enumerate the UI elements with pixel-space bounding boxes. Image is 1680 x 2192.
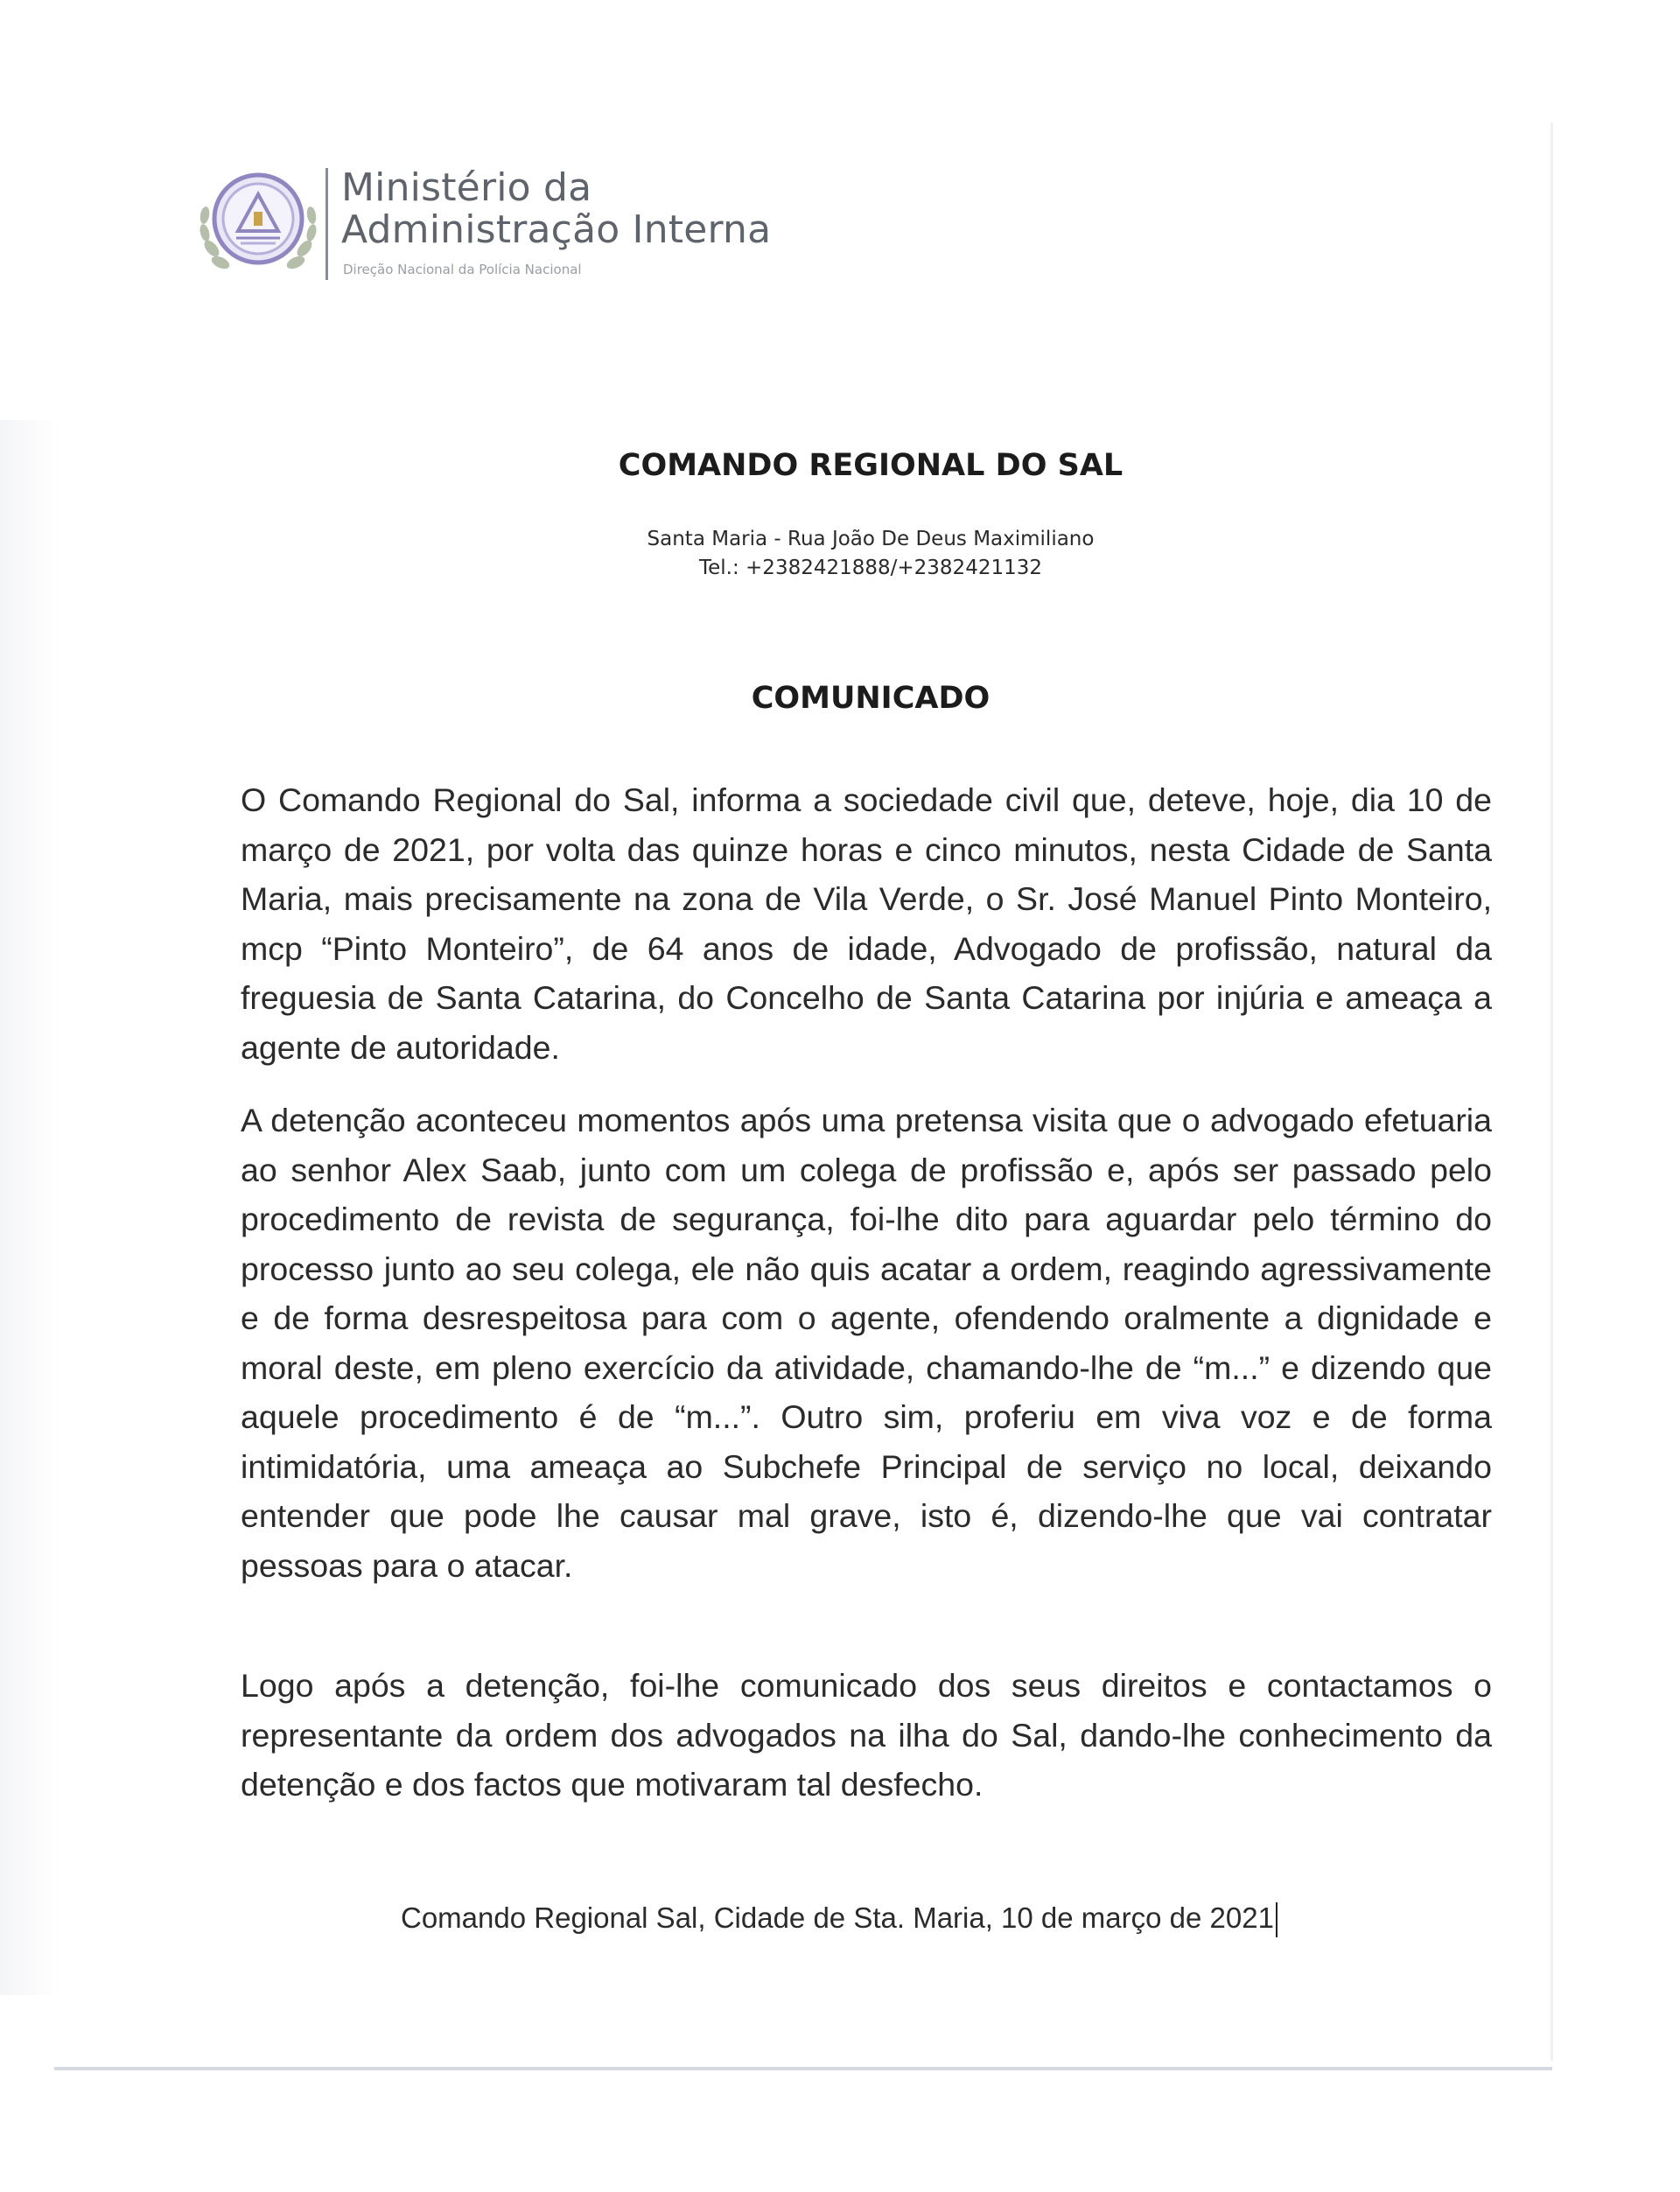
notice-title: COMUNICADO (751, 681, 990, 716)
ministry-name-line1: Ministério da (341, 165, 592, 210)
signature-text: Comando Regional Sal, Cidade de Sta. Maria, 10 de março de 2021 (401, 1901, 1274, 1934)
coat-of-arms-seal-icon (192, 168, 324, 282)
address-line: Santa Maria - Rua João De Deus Maximiliano (647, 528, 1095, 550)
body-paragraph-3: Logo após a detenção, foi-lhe comunicado dos seus direitos e contactamos o representante da ordem dos advogados na ilha do Sal, dando-lhe conhecimento da detenção e dos factos que motivaram tal desfecho. (241, 1667, 1492, 1803)
ministry-subtitle: Direção Nacional da Polícia Nacional (343, 262, 582, 277)
letterhead (192, 159, 858, 291)
command-title: COMANDO REGIONAL DO SAL (618, 448, 1124, 483)
page-edge-shadow (0, 420, 61, 1995)
letterhead-divider (326, 168, 328, 280)
page-right-border (1550, 123, 1553, 2061)
body-paragraph-2: A detenção aconteceu momentos após uma pretensa visita que o advogado efetuaria ao senhor Alex Saab, junto com um colega de profissão e, após ser passado pelo procedimento de revista de segurança, foi-lhe dito para aguardar pelo término do processo junto ao seu colega, ele não quis acatar a ordem, reagindo agressivamente e de forma desrespeitosa para com o agente, ofendendo oralmente a dignidade e moral deste, em pleno exercício da atividade, chamando-lhe de “m...” e dizendo que aquele procedimento é de “m...”. Outro sim, proferiu em viva voz e de forma intimidatória, uma ameaça ao Subchefe Principal de serviço no local, deixando entender que pode lhe causar mal grave, isto é, dizendo-lhe que vai contratar pessoas para o atacar. (241, 1102, 1492, 1584)
body-paragraph-1: O Comando Regional do Sal, informa a sociedade civil que, deteve, hoje, dia 10 de março de 2021, por volta das quinze horas e cinco minutos, nesta Cidade de Santa Maria, mais precisamente na zona de Vila Verde, o Sr. José Manuel Pinto Monteiro, mcp “Pinto Monteiro”, de 64 anos de idade, Advogado de profissão, natural da freguesia de Santa Catarina, do Concelho de Santa Catarina por injúria e ameaça a agente de autoridade. (241, 781, 1492, 1066)
phone-line: Tel.: +2382421888/+2382421132 (698, 557, 1042, 579)
bottom-rule (54, 2067, 1552, 2070)
text-cursor (1276, 1902, 1278, 1937)
ministry-name-line2: Administração Interna (341, 207, 772, 252)
signature-line (401, 1899, 1278, 1937)
address-block (0, 525, 1680, 583)
